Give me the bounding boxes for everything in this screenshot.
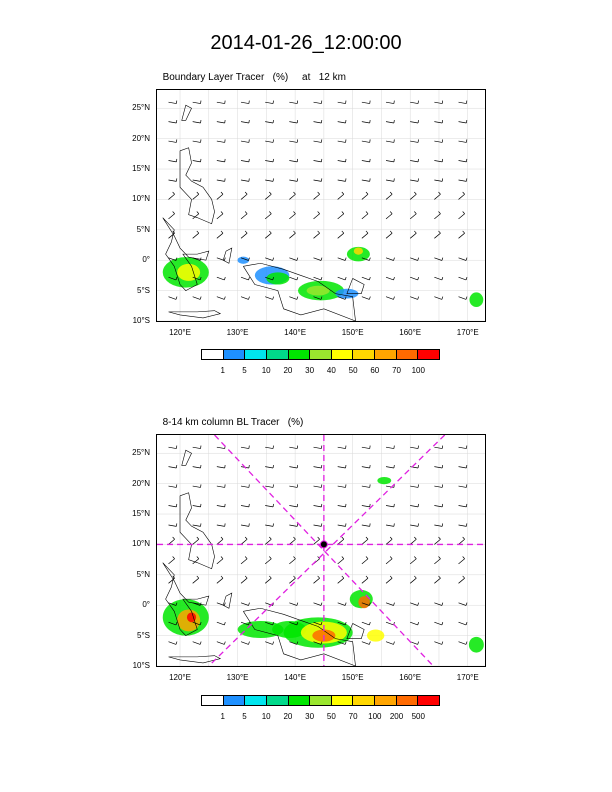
colorbar-swatch [267,350,289,359]
panel-bottom-map [156,434,486,667]
lat-label: 25°N [132,448,150,458]
lat-label: 10°S [132,661,150,670]
colorbar-swatch [202,350,224,359]
colorbar-label: 5 [242,366,247,375]
colorbar-swatch [375,350,397,359]
panel-top-title-line1: Boundary Layer Tracer (%) at 12 km [162,72,346,83]
tracer-shading [163,247,484,307]
colorbar-label: 1 [220,366,225,375]
colorbar-label: 500 [411,712,425,721]
lat-label: 0° [142,600,150,610]
colorbar-label: 30 [305,712,315,721]
colorbar-label: 20 [283,366,293,375]
colorbar-label: 70 [392,366,401,375]
panel-bottom-title-line1: 8-14 km column BL Tracer (%) [162,417,304,428]
lon-label: 130°E [226,328,249,337]
lon-label: 160°E [399,673,422,682]
lat-label: 25°N [132,103,150,113]
lon-label: 170°E [456,673,479,682]
colorbar-label: 200 [389,712,404,721]
colorbar-label: 70 [348,712,358,721]
colorbar-swatch [202,696,224,705]
colorbar-swatch [375,696,397,705]
colorbar-swatch [245,696,267,705]
colorbar-label: 10 [261,712,271,721]
colorbar-swatch [332,350,354,359]
lat-label: 20°N [132,133,150,143]
colorbar-swatch [332,696,354,705]
lat-label: 0° [142,255,150,265]
lon-label: 150°E [341,673,364,682]
colorbar-swatch [267,696,289,705]
panel-top-plot [157,90,485,321]
panel-top-colorbar [201,349,440,360]
lat-label: 5°S [137,285,150,295]
lat-label: 5°N [136,224,150,234]
colorbar-swatch [289,350,311,359]
colorbar-swatch [418,350,439,359]
lon-label: 160°E [399,328,422,337]
lat-label: 5°S [137,630,150,640]
colorbar-label: 100 [411,366,425,375]
colorbar-label: 10 [261,366,271,375]
panel-bottom-colorbar [201,695,440,706]
colorbar-label: 1 [220,712,225,721]
panel-bottom-plot [157,435,485,666]
colorbar-label: 50 [326,712,336,721]
lat-label: 10°S [132,316,150,325]
lat-label: 15°N [132,164,150,174]
colorbar-swatch [310,350,332,359]
colorbar-label: 40 [326,366,336,375]
lon-label: 140°E [284,328,307,337]
lat-label: 20°N [132,478,150,488]
lat-label: 15°N [132,509,150,519]
colorbar-swatch [245,350,267,359]
lon-label: 120°E [169,328,191,337]
colorbar-swatch [310,696,332,705]
lon-label: 120°E [169,673,191,682]
colorbar-label: 60 [370,366,380,375]
colorbar-swatch [418,696,439,705]
center-marker [320,541,327,548]
colorbar-swatch [397,350,419,359]
page-title: 2014-01-26_12:00:00 [210,32,402,54]
lon-label: 130°E [226,673,249,682]
panel-top-map [156,89,486,322]
colorbar-swatch [397,696,419,705]
colorbar-swatch [353,696,375,705]
colorbar-label: 50 [348,366,358,375]
colorbar-swatch [224,350,246,359]
lon-label: 170°E [456,328,479,337]
lon-label: 140°E [284,673,307,682]
colorbar-label: 30 [305,366,315,375]
colorbar-swatch [353,350,375,359]
lat-label: 5°N [136,569,150,579]
colorbar-swatch [224,696,246,705]
lat-label: 10°N [132,539,150,549]
colorbar-label: 100 [368,712,382,721]
colorbar-label: 5 [242,712,247,721]
colorbar-swatch [289,696,311,705]
lat-label: 10°N [132,194,150,204]
lon-label: 150°E [341,328,364,337]
colorbar-label: 20 [283,712,293,721]
wind-barbs [169,101,467,300]
